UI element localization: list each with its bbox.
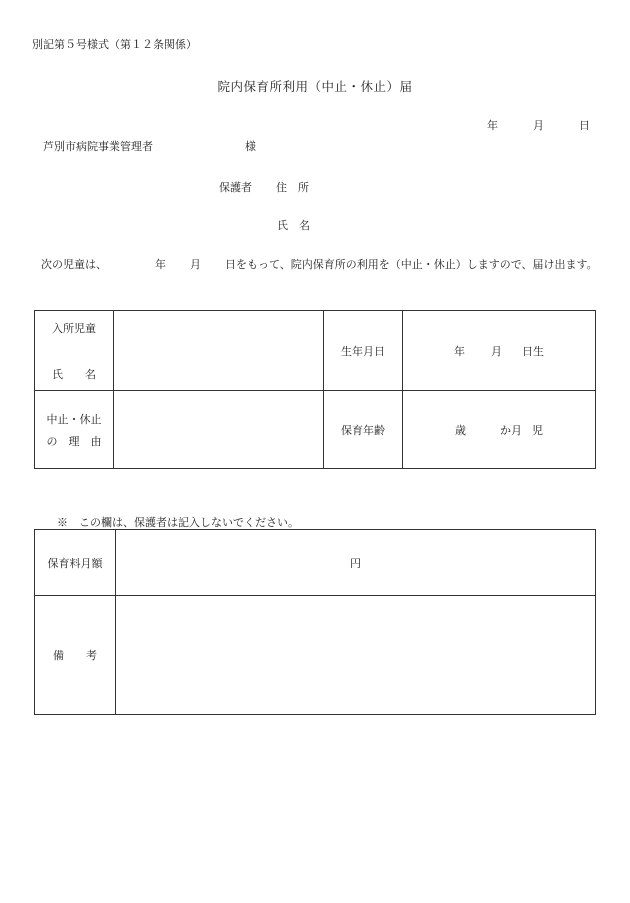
reason-label-cell xyxy=(35,391,114,469)
age-years-unit: 歳 xyxy=(455,423,466,437)
body-text xyxy=(31,256,603,274)
birth-day-unit: 日生 xyxy=(522,344,544,358)
child-info-table xyxy=(34,310,596,469)
fee-field[interactable] xyxy=(116,530,596,596)
reason-label-bottom: の 理 由 xyxy=(46,434,102,448)
birth-date-label: 生年月日 xyxy=(324,311,403,391)
guardian-name-label: 氏 名 xyxy=(277,219,310,232)
remarks-label: 備 考 xyxy=(35,596,116,715)
child-name-field[interactable] xyxy=(114,311,324,391)
birth-month-unit: 月 xyxy=(491,344,502,358)
body-year: 年 xyxy=(155,258,166,271)
age-label: 保育年齢 xyxy=(324,391,403,469)
child-label-bottom: 氏 名 xyxy=(52,367,96,381)
date-month: 月 xyxy=(533,119,544,132)
date-day: 日 xyxy=(579,119,590,132)
age-field[interactable] xyxy=(403,391,596,469)
office-use-table xyxy=(34,529,596,715)
body-day: 日をもって、院内保育所の利用を（中止・休止）しますので、届け出ます。 xyxy=(225,258,598,271)
age-child-unit: 児 xyxy=(532,423,543,437)
remarks-field[interactable] xyxy=(116,596,596,715)
birth-date-field[interactable] xyxy=(403,311,596,391)
fee-unit: 円 xyxy=(350,556,361,570)
guardian-address-line xyxy=(219,179,309,195)
form-reference: 別記第５号様式（第１２条関係） xyxy=(32,38,197,51)
addressee-honorific: 様 xyxy=(245,140,256,153)
date-line xyxy=(487,117,590,133)
document-title: 院内保育所利用（中止・休止）届 xyxy=(217,79,413,94)
body-month: 月 xyxy=(190,258,201,271)
reason-field[interactable] xyxy=(114,391,324,469)
reason-label-top: 中止・休止 xyxy=(46,412,102,426)
child-name-label-cell xyxy=(35,311,114,391)
age-months-unit: か月 xyxy=(500,423,522,437)
child-label-top: 入所児童 xyxy=(52,321,96,335)
date-year: 年 xyxy=(487,119,498,132)
guardian-label: 保護者 xyxy=(219,181,252,194)
body-part1: 次の児童は、 xyxy=(41,258,107,271)
addressee-name: 芦別市病院事業管理者 xyxy=(43,140,153,153)
birth-year-unit: 年 xyxy=(454,344,465,358)
addressee xyxy=(43,138,256,154)
office-use-note: ※ この欄は、保護者は記入しないでください。 xyxy=(57,516,299,529)
fee-label: 保育料月額 xyxy=(35,530,116,596)
address-label: 住 所 xyxy=(276,181,309,194)
